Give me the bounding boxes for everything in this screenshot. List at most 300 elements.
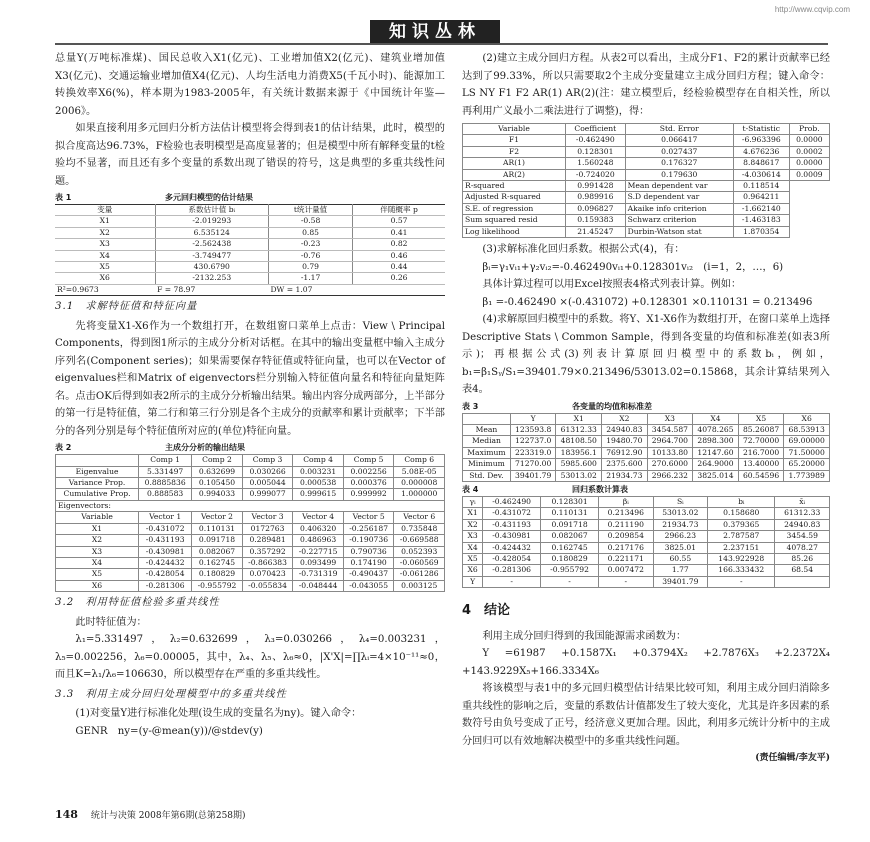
table-cell: Variance Prop. [56,478,139,489]
table-cell: -0.431072 [139,523,192,534]
table-cell: 0.159383 [565,215,625,226]
table-cell: 0.052393 [394,546,445,557]
table-cell: -0.281306 [483,565,541,576]
table-cell: 48108.50 [556,436,602,447]
table-row [56,546,445,557]
table-cell: -3.749477 [155,250,268,261]
table-row [56,489,445,500]
table-row [56,455,445,466]
table-cell: X2 [56,535,139,546]
paragraph: λ₁=5.331497，λ₂=0.632699，λ₃=0.030266，λ₄=0.003231，λ₅=0.002256，λ₆=0.00005，其中，λ₄、λ₅、λ₆≈0，|X'X|=∏λᵢ=4×10⁻¹¹≈0，而且K=λ₁/λ₆=106630，所以模型存在严重的多重共线性。 [55,634,445,681]
table-cell: 2.787587 [708,531,775,542]
table-cell: F1 [463,135,566,146]
table-ols-estimates [55,204,445,296]
table-cell: Vector 5 [343,512,394,523]
table-cell: R-squared [463,181,566,192]
table-cell: 0.180829 [192,569,243,580]
table-cell: 0.082067 [192,546,243,557]
table-row [56,478,445,489]
paragraph: 将该模型与表1中的多元回归模型估计结果比较可知，利用主成分回归消除多重共线性的影响之后，变量的系数估计值都发生了较大变化，尤其是许多因素的系数符号由负号变成了正号，经济意义更加合理。因此，利用多元统计分析中的主成分回归可以有效地解决模型中的多重共线性问题。 [462,683,830,747]
table-cell: 0.999615 [293,489,344,500]
table-title: 多元回归模型的估计结果 [165,193,253,202]
table-cell: 0.110131 [192,523,243,534]
table-cell: 0.162745 [192,557,243,568]
table-cell: Adjusted R-squared [463,192,566,203]
table-cell: 2964.700 [647,436,693,447]
table-cell: 0.991428 [565,181,625,192]
table-cell: 0.632699 [192,466,243,477]
table-cell: X1 [556,413,602,424]
table-cell: 2375.600 [602,459,648,470]
section-heading-conclusion: 4 结论 [462,603,511,619]
table-cell: 0.030266 [242,466,293,477]
table-cell: X2 [55,227,155,238]
table-cell: X4 [56,557,139,568]
table-cell: -4.030614 [733,169,789,180]
table-cell: 0.174190 [343,557,394,568]
table-cell: -0.061286 [394,569,445,580]
table-cell: Y [463,576,483,587]
table-row [463,192,830,203]
table-cell: - [483,576,541,587]
paragraph: 先将变量X1-X6作为一个数组打开，在数组窗口菜单上点击：View \ Principal Components，得到图1所示的主成分分析对话框。在其中的输出变量框中输入主成分序列名(Component series)；如果需要保存特征值或特征向量，也可以在Vector of eigenvalues栏和Matrix of eigenvectors栏分别输入特征值向量名和特征向量矩阵名。点击OK后得到如表2所示的主成分分析输出结果。输出内容分成两部分，上半部分的第一行是特征值，第二行和第三行分别是各个主成分的贡献率和累计贡献率；下半部分的各列分别是每个特征值所对应的(单位)特征向量。 [55,320,445,437]
table-caption [55,442,445,454]
table-row [55,250,445,261]
table-cell: Log likelihood [463,226,566,237]
table-cell: 71270.00 [510,459,556,470]
table-descriptive-stats [462,413,830,482]
table-cell: Eigenvalue [56,466,139,477]
table-cell: 2898.300 [693,436,739,447]
table-cell: 0.211190 [599,519,654,530]
table-cell: -0.428054 [139,569,192,580]
table-cell: 21934.73 [653,519,708,530]
table-cell: 72.70000 [738,436,784,447]
table-cell: -0.281306 [139,580,192,591]
table-cell: 0.000008 [394,478,445,489]
table-cell: -1.463183 [733,215,789,226]
table-cell: X3 [647,413,693,424]
table-cell: -2132.253 [155,273,268,284]
table-cell: -0.23 [268,239,352,250]
table-cell: 1.560248 [565,158,625,169]
table-cell: X1 [56,523,139,534]
table-cell: X6 [55,273,155,284]
left-column [55,50,445,740]
table-row [463,459,830,470]
equation: βᵢ=γ₁vᵢ₁+γ₂vᵢ₂=-0.462490vᵢ₁+0.128301vᵢ₂ (i=1，2，…，6) [482,261,784,273]
table-cell: -1.662140 [733,203,789,214]
table-row [463,447,830,458]
table-cell: -0.490437 [343,569,394,580]
table-cell: Mean [463,424,511,435]
table-cell: 0.85 [268,227,352,238]
editor-credit: (责任编辑/李友平) [755,753,830,764]
table-cell: Mean dependent var [625,181,733,192]
table-cell: F2 [463,146,566,157]
table-cell: X6 [784,413,830,424]
table-cell: Sum squared resid [463,215,566,226]
table-title: 回归系数计算表 [572,485,628,494]
table-cell: 8.848617 [733,158,789,169]
table-cell: 166.333432 [708,565,775,576]
table-cell: x̄ᵢ [775,497,830,508]
table-row [56,466,445,477]
table-cell: 0.179630 [625,169,733,180]
table-cell: 3825.014 [693,470,739,481]
table-cell: S.E. of regression [463,203,566,214]
table-row [55,205,445,216]
table-cell: F = 78.97 [155,284,268,295]
table-cell: - [708,576,775,587]
table-cell: -0.431072 [483,508,541,519]
table-cell: 0.128301 [541,497,599,508]
paragraph: 如果直接利用多元回归分析方法估计模型将会得到表1的估计结果，此时，模型的拟合度高达96.73%，F检验也表明模型是高度显著的；但是模型中所有解释变量的t检验均不显著，而且还有多个变量的系数出现了错误的符号，这是典型的多重共线性问题。 [55,123,445,187]
table-cell: X4 [55,250,155,261]
table-cell: X5 [55,262,155,273]
table-cell: Comp 3 [242,455,293,466]
table-cell: 0.0002 [789,146,829,157]
table-caption [462,484,830,496]
table-cell: 0.003125 [394,580,445,591]
table-cell: 0.000538 [293,478,344,489]
table-cell: 10133.80 [647,447,693,458]
table-cell: 61312.33 [556,424,602,435]
table-cell: 3454.59 [775,531,830,542]
table-cell: 1.77 [653,565,708,576]
table-row [56,569,445,580]
table-cell: 21934.73 [602,470,648,481]
table-cell: X2 [602,413,648,424]
table-cell: 12147.60 [693,447,739,458]
table-row [463,124,830,135]
table-cell: 0.46 [353,250,445,261]
table-cell: 270.6000 [647,459,693,470]
table-cell: 122737.0 [510,436,556,447]
table-cell: t-Statistic [733,124,789,135]
journal-info: 统计与决策 2008年第6期(总第258期) [90,811,246,821]
table-cell: -0.955792 [541,565,599,576]
table-cell: 2966.232 [647,470,693,481]
page-number: 148 [55,808,78,821]
table-cell [775,576,830,587]
table-cell: -0.462490 [483,497,541,508]
table-number: 表 2 [55,443,72,453]
table-cell: 0.79 [268,262,352,273]
table-cell: Comp 5 [343,455,394,466]
table-cell: 0.176327 [625,158,733,169]
table-cell: -0.731319 [293,569,344,580]
table-cell: 1.870354 [733,226,789,237]
table-cell: 0.093499 [293,557,344,568]
table-cell: 2966.23 [653,531,708,542]
table-cell: 变量 [55,205,155,216]
table-cell: 0.357292 [242,546,293,557]
table-cell: 0.005044 [242,478,293,489]
table-cell: -2.019293 [155,216,268,227]
table-cell: 0.0000 [789,158,829,169]
table-cell: Std. Error [625,124,733,135]
table-cell: X6 [56,580,139,591]
table-cell: 183956.1 [556,447,602,458]
table-cell: Vector 3 [242,512,293,523]
table-cell: 1.773989 [784,470,830,481]
table-cell: 19480.70 [602,436,648,447]
table-cell: Maximum [463,447,511,458]
table-cell: 69.00000 [784,436,830,447]
table-cell: AR(2) [463,169,566,180]
table-cell: 0.110131 [541,508,599,519]
table-row [463,565,830,576]
table-cell: X4 [463,542,483,553]
equation: Y =61987 +0.1587X₁ +0.3794X₂ +2.7876X₃ +2.2372X₄ +143.9229X₅+166.3334X₆ [462,648,830,677]
table-cell: βᵢ [599,497,654,508]
table-cell: 0.091718 [192,535,243,546]
table-cell: 伴随概率 p [353,205,445,216]
table-row [56,523,445,534]
table-row [463,542,830,553]
table-cell: 0.0000 [789,135,829,146]
table-cell: 6.535124 [155,227,268,238]
table-cell: 0.007472 [599,565,654,576]
table-cell: -0.462490 [565,135,625,146]
table-cell: 216.7000 [738,447,784,458]
table-cell: 0.289481 [242,535,293,546]
table-row [463,531,830,542]
table-cell: Comp 6 [394,455,445,466]
table-coefficient-calc [462,496,830,588]
table-cell: -0.227715 [293,546,344,557]
table-cell: Akaike info criterion [625,203,733,214]
table-row [463,519,830,530]
table-cell: 0.999992 [343,489,394,500]
table-cell: X1 [463,508,483,519]
table-cell: Coefficient [565,124,625,135]
table-cell: -0.424432 [139,557,192,568]
paragraph: (3)求解标准化回归系数。根据公式(4)，有： [482,244,685,256]
table-cell: -0.256187 [343,523,394,534]
table-cell: Minimum [463,459,511,470]
paragraph: 此时特征值为： [75,616,147,628]
table-cell: 0.158680 [708,508,775,519]
table-cell: 0.26 [353,273,445,284]
table-cell: -0.430981 [483,531,541,542]
table-cell: -0.048444 [293,580,344,591]
section-heading: 3.1 求解特征值和特征向量 [55,301,198,313]
page-footer [55,808,246,821]
table-cell: 0.735848 [394,523,445,534]
table-cell: X5 [738,413,784,424]
table-row [463,413,830,424]
table-pca-output [55,454,445,592]
table-cell [463,413,511,424]
table-cell: -0.669588 [394,535,445,546]
table-row [55,273,445,284]
table-cell: X3 [56,546,139,557]
table-caption [462,401,830,413]
table-cell: 3454.587 [647,424,693,435]
table-cell: - [599,576,654,587]
table-cell: 85.26 [775,554,830,565]
table-cell: Vector 6 [394,512,445,523]
table-cell: 68.53913 [784,424,830,435]
table-cell: 0.999077 [242,489,293,500]
table-cell: 53013.02 [653,508,708,519]
paragraph: (2)建立主成分回归方程。从表2可以看出，主成分F1、F2的累计贡献率已经达到了99.33%，所以只需要取2个主成分变量建立主成分回归方程；键入命令：LS NY F1 F2 AR(1) AR(2)(注：建立模型后，经检验模型存在自相关性，所以再利用广义最小二乘法进行了调整)，得： [462,53,830,117]
table-cell: X1 [55,216,155,227]
table-cell: X6 [463,565,483,576]
section-heading: 3.2 利用特征值检验多重共线性 [55,597,220,609]
table-cell: X2 [463,519,483,530]
table-cell: -0.430981 [139,546,192,557]
table-cell: bᵢ [708,497,775,508]
table-cell: 0.790736 [343,546,394,557]
table-row [463,226,830,237]
table-cell: Variable [463,124,566,135]
table-cell: X5 [463,554,483,565]
table-cell: 0.44 [353,262,445,273]
table-cell: X5 [56,569,139,580]
paragraph: 具体计算过程可以用Excel按照表4格式列表计算。例如： [482,279,742,291]
table-cell: 68.54 [775,565,830,576]
table-cell: 21.45247 [565,226,625,237]
table-cell: -0.431193 [483,519,541,530]
table-cell: 0.000376 [343,478,394,489]
table-cell: 24940.83 [602,424,648,435]
table-cell: 0.213496 [599,508,654,519]
table-cell: 39401.79 [510,470,556,481]
table-cell: -0.043055 [343,580,394,591]
table-cell: 5.331497 [139,466,192,477]
equation: β₁ =-0.462490 ×(-0.431072) +0.128301 ×0.110131 = 0.213496 [482,296,813,308]
table-cell: Vector 4 [293,512,344,523]
table-cell: 0.989916 [565,192,625,203]
table-cell: 264.9000 [693,459,739,470]
table-number: 表 4 [462,485,479,494]
table-cell: Sᵢ [653,497,708,508]
table-cell: 0172763 [242,523,293,534]
table-cell: 39401.79 [653,576,708,587]
table-cell: X3 [463,531,483,542]
table-row [463,181,830,192]
table-cell: Schwarz criterion [625,215,733,226]
table-number: 表 1 [55,193,72,202]
table-cell: 223319.0 [510,447,556,458]
paragraph: 利用主成分回归得到的我国能源需求函数为： [482,630,687,642]
table-cell: 0.096827 [565,203,625,214]
table-cell: 0.379365 [708,519,775,530]
table-cell: Comp 4 [293,455,344,466]
table-pc-regression [462,123,830,238]
table-cell: -0.060569 [394,557,445,568]
table-row [463,169,830,180]
table-cell: -0.955792 [192,580,243,591]
table-cell: Durbin-Watson stat [625,226,733,237]
table-cell: 0.002256 [343,466,394,477]
table-cell: 430.6790 [155,262,268,273]
table-cell: 3825.01 [653,542,708,553]
command-line: GENR ny=(y-@mean(y))/@stdev(y) [75,725,263,737]
table-row [463,576,830,587]
table-cell: 71.50000 [784,447,830,458]
table-row [463,508,830,519]
table-row [463,470,830,481]
table-row [463,158,830,169]
table-cell: -0.428054 [483,554,541,565]
table-row [463,424,830,435]
table-cell: 0.41 [353,227,445,238]
table-cell: 0.070423 [242,569,293,580]
table-cell: -1.17 [268,273,352,284]
table-number: 表 3 [462,401,479,411]
table-cell: 0.180829 [541,554,599,565]
table-cell: 4.676236 [733,146,789,157]
table-cell: Cumulative Prop. [56,489,139,500]
table-cell: 0.0009 [789,169,829,180]
table-cell: 85.26087 [738,424,784,435]
table-row [463,215,830,226]
table-cell: -0.76 [268,250,352,261]
table-title: 各变量的均值和标准差 [572,401,652,411]
table-cell: R²=0.9673 [55,284,155,295]
table-cell: 0.57 [353,216,445,227]
table-cell: t统计量值 [268,205,352,216]
table-cell: 60.54596 [738,470,784,481]
table-cell: 0.486963 [293,535,344,546]
paragraph: (1)对变量Y进行标准化处理(设生成的变量名为ny)。键入命令： [75,708,362,720]
paragraph: (4)求解原回归模型中的系数。将Y、X1-X6作为数组打开，在窗口菜单上选择Descriptive Stats \ Common Sample，得到各变量的均值和标准差(如表3所示)；再根据公式(3)列表计算原回归模型中的系数bᵢ，例如，b₁=β₁Sᵧ/S₁=39401.79×0.213496/53013.02=0.15868，其余计算结果列入表4。 [462,314,830,396]
table-row [56,500,445,511]
table-cell: 0.888583 [139,489,192,500]
table-cell: 123593.8 [510,424,556,435]
table-cell: 61312.33 [775,508,830,519]
table-row [463,203,830,214]
table-cell: S.D dependent var [625,192,733,203]
table-cell: 0.118514 [733,181,789,192]
table-cell: X4 [693,413,739,424]
table-cell: -0.190736 [343,535,394,546]
table-cell: Comp 1 [139,455,192,466]
section-banner: 知识丛林 [370,20,500,44]
table-cell: 24940.83 [775,519,830,530]
table-row [56,557,445,568]
table-cell: 4078.27 [775,542,830,553]
table-cell: -0.724020 [565,169,625,180]
table-cell: 143.922928 [708,554,775,565]
table-row [463,497,830,508]
table-cell: 4078.265 [693,424,739,435]
table-cell: -0.055834 [242,580,293,591]
table-cell: 0.082067 [541,531,599,542]
table-cell: 5.08E-05 [394,466,445,477]
table-cell: DW = 1.07 [268,284,445,295]
table-row [463,554,830,565]
table-row [463,135,830,146]
table-cell: Comp 2 [192,455,243,466]
table-cell: 13.40000 [738,459,784,470]
table-row [56,512,445,523]
table-cell: Prob. [789,124,829,135]
table-cell: Vector 1 [139,512,192,523]
table-footer-row [55,284,445,295]
table-row [55,239,445,250]
table-cell: AR(1) [463,158,566,169]
table-cell: 系数估计值 bᵢ [155,205,268,216]
table-cell: 5985.600 [556,459,602,470]
right-column [462,50,830,768]
table-row [55,227,445,238]
section-heading: 3.3 利用主成分回归处理模型中的多重共线性 [55,688,287,700]
